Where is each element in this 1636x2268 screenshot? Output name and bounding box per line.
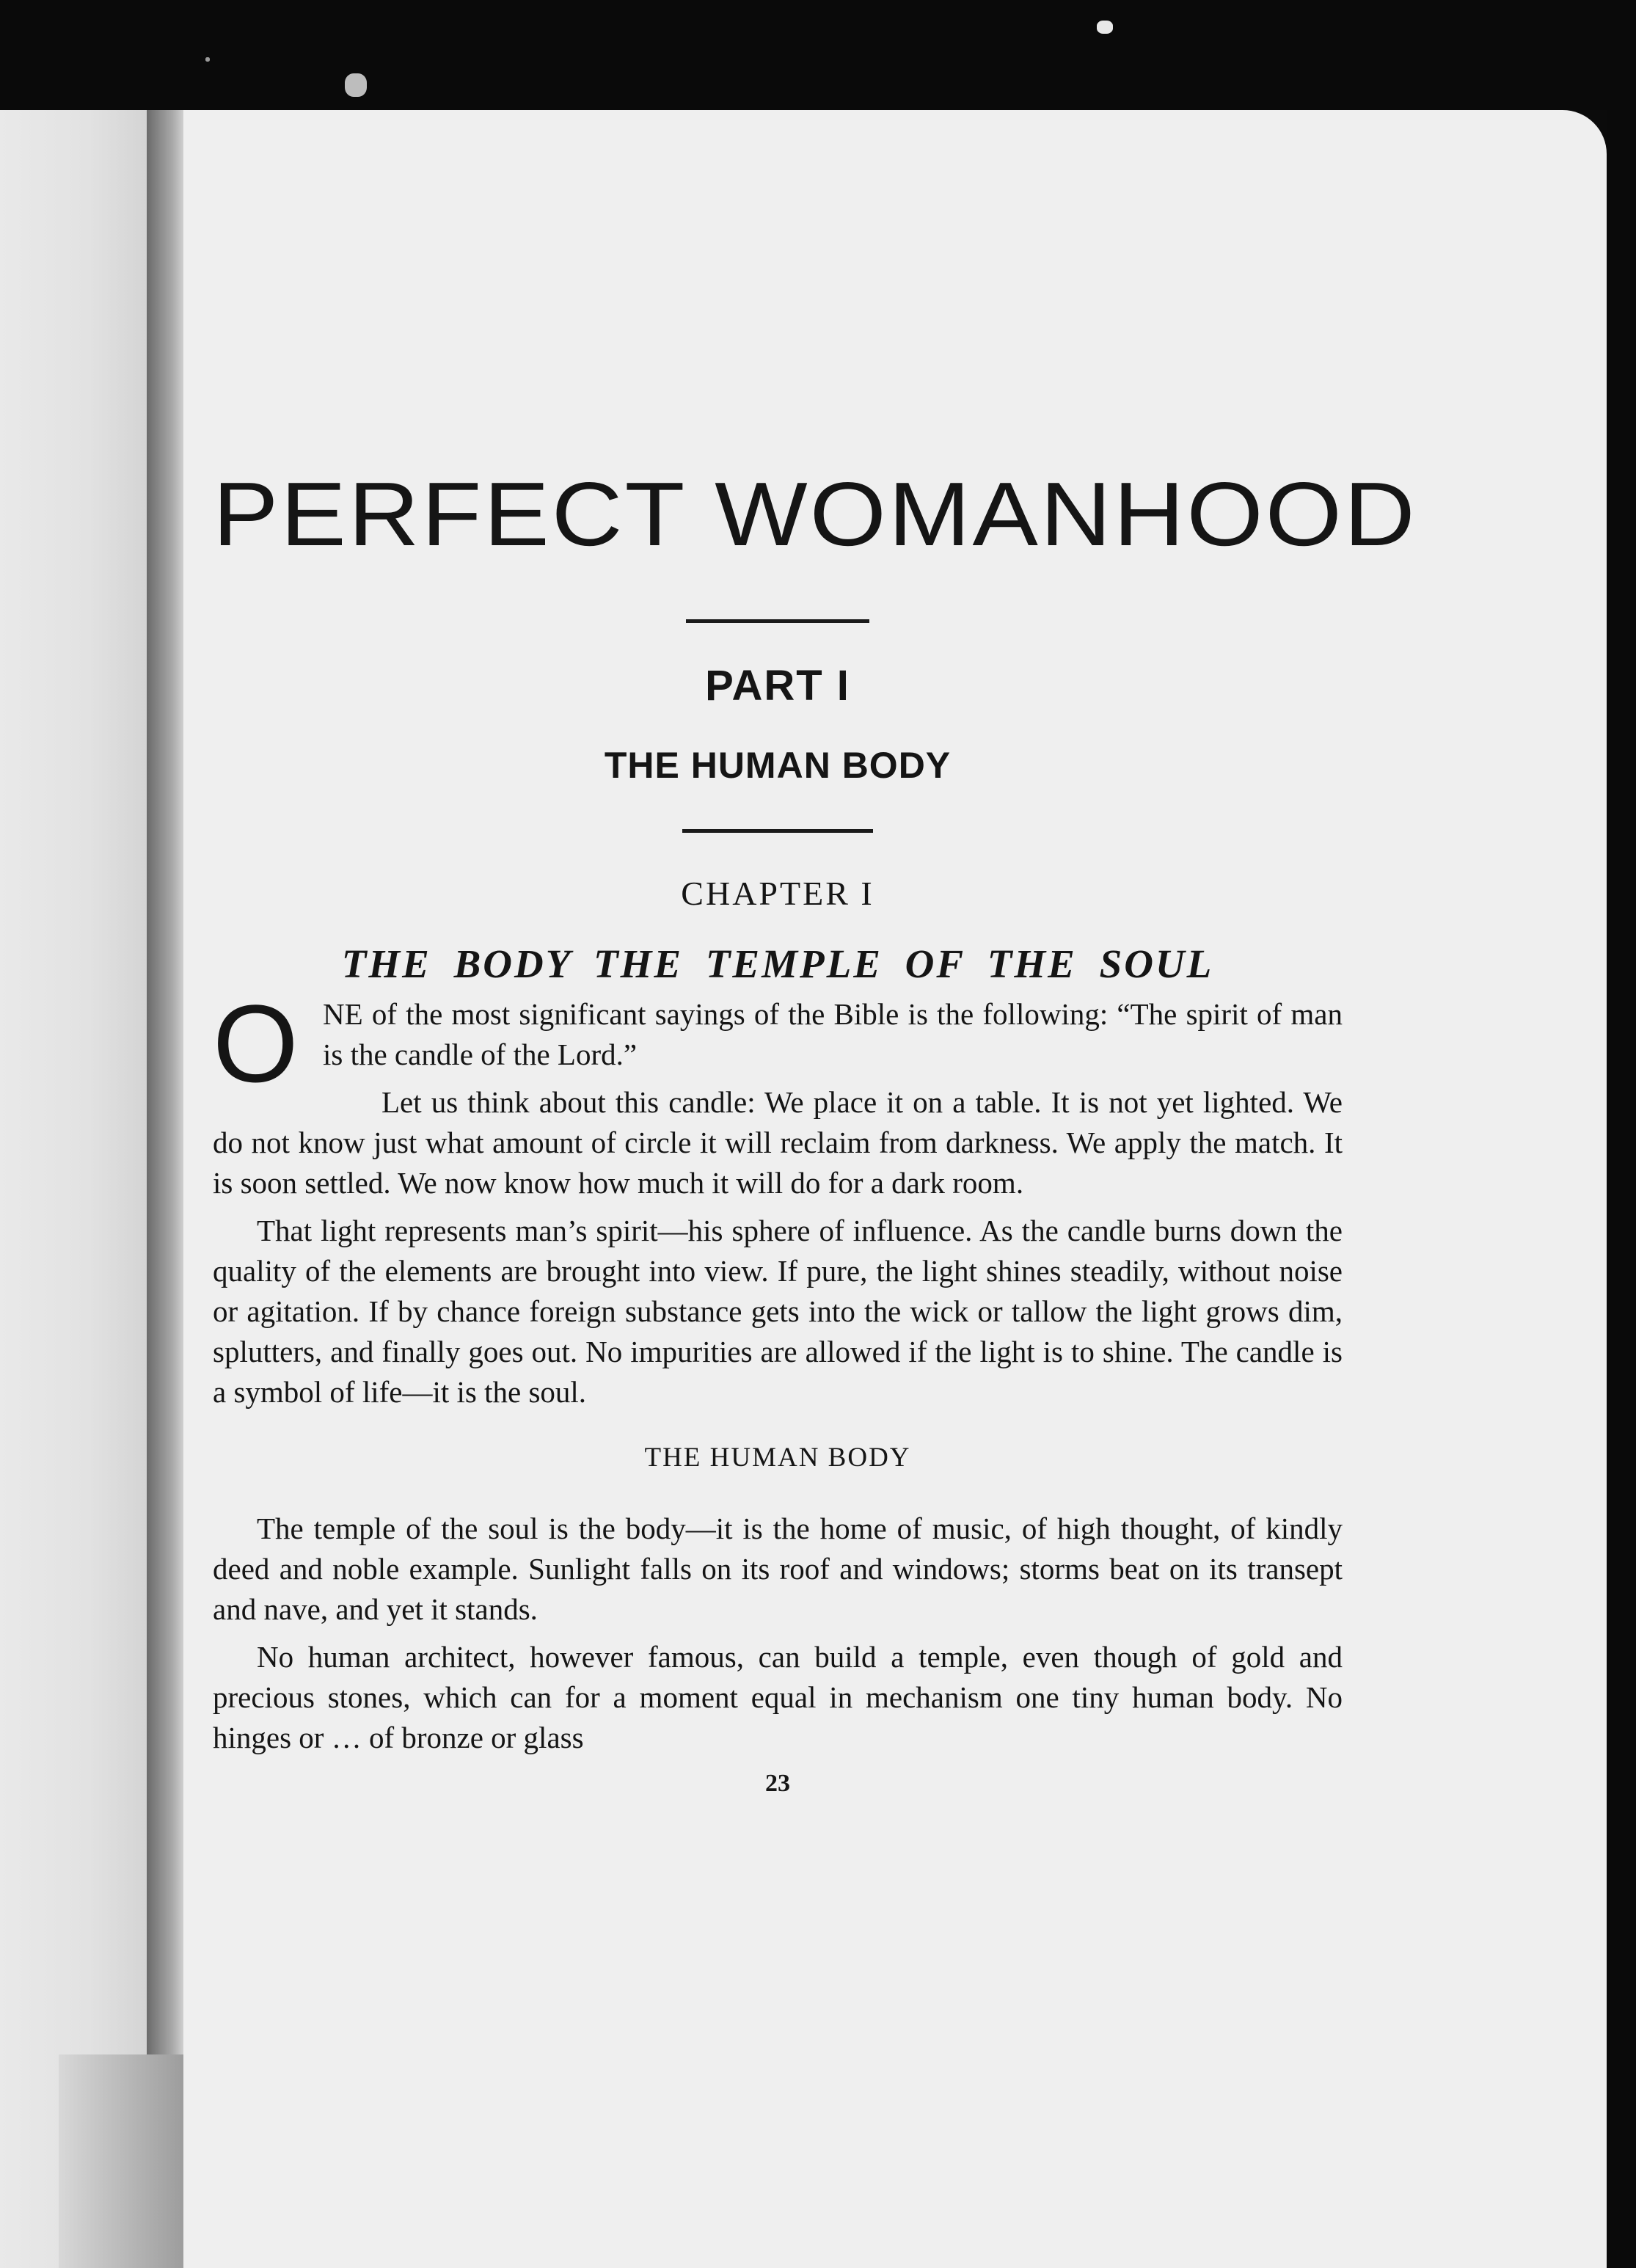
paragraph-4: The temple of the soul is the body—it is the home of music, of high thought, of kindly deed and noble example. Sunlight falls on its roof and windows; storms beat on its transept and nave, and yet it stands. [213,1512,1343,1626]
paragraph-2: Let us think about this candle: We place it on a table. It is not yet lighted. We do not know just what amount of circle it will reclaim from darkness. We apply the match. It is soon settled. We now know how much it will do for a dark room. [213,1085,1343,1200]
paragraph-3: That light represents man’s spirit—his sphere of influence. As the candle burns down the quality of the elements are brought into view. If pure, the light shines steadily, without noise or agitation. If by chance foreign substance gets into the wick or tallow the light grows dim, splutters, and finally goes out. No impurities are allowed if the light is to shine. The candle is a symbol of life—it is the soul. [213,1214,1343,1409]
book-title: PERFECT WOMANHOOD [213,464,1417,565]
part-rule [682,829,873,833]
part-subtitle: THE HUMAN BODY [604,745,952,786]
drop-cap: O [213,982,299,1105]
paragraph-1 [213,982,1343,1105]
scan-speck [205,57,210,62]
page-content [213,464,1417,1798]
part-label: PART I [705,662,850,710]
section-heading: THE HUMAN BODY [644,1443,911,1473]
page-number: 23 [765,1770,790,1797]
scan-speck [345,73,367,97]
paragraph-text: NE of the most significant sayings of the Bible is the following: “The spirit of man is the candle of the Lord.” [323,997,1343,1071]
scan-border-top [0,0,1636,110]
chapter-title: THE BODY THE TEMPLE OF THE SOUL [341,941,1214,986]
gutter-shadow [59,2054,183,2268]
chapter-label: CHAPTER I [681,875,874,912]
facing-page-edge [0,110,147,2268]
paragraph-5: No human architect, however famous, can build a temple, even though of gold and precious stones, which can for a moment equal in mechanism one tiny human body. No hinges or … of bronze or glass [213,1640,1343,1754]
scan-border-right [1607,110,1636,2268]
book-gutter [147,110,183,2135]
scan-speck [1097,21,1113,34]
title-rule [686,619,869,623]
